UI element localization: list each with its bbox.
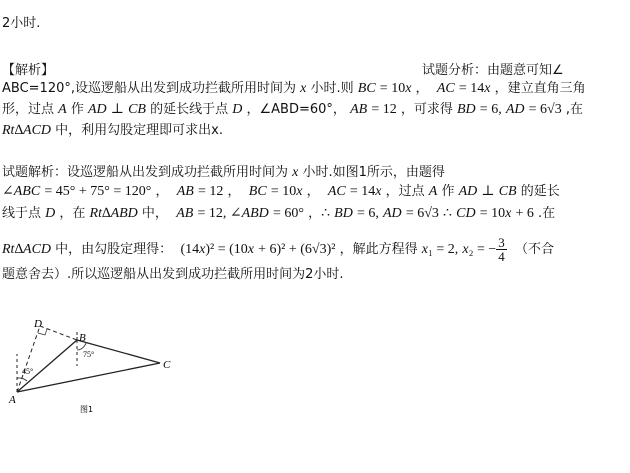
figure-caption: 图1 <box>80 405 94 414</box>
solution-line-5: 题意舍去）.所以巡逻船从出发到成功拦截所用时间为2小时. <box>2 267 344 282</box>
label-d: D <box>34 318 42 330</box>
solution-line-1: 试题解析：设巡逻船从出发到成功拦截所用时间为 x 小时.如图1所示，由题得 <box>2 165 445 180</box>
analysis-intro: 试题分析：由题意可知∠ <box>422 63 564 78</box>
answer-text: 2小时. <box>2 16 41 31</box>
segment-ab <box>17 340 77 392</box>
label-c: C <box>163 359 171 371</box>
angle-label-45: 45° <box>22 367 34 376</box>
angle-arc-a <box>17 378 27 381</box>
analysis-line-2: 形，过点 A 作 AD ⊥ CB 的延长线于点 D ，∠ABD=60°， AB = 12 ，可求得 BD = 6, AD = 6√3 ,在 <box>2 102 584 117</box>
analysis-line-1: ABC=120°,设巡逻船从出发到成功拦截所用时间为 x 小时.则 BC = 10x ， AC = 14x ，建立直角三角 <box>2 81 586 96</box>
solution-line-3: 线于点 D ，在 Rt∆ABD 中， AB = 12, ∠ABD = 60° ，∴ BD = 6, AD = 6√3 ∴ CD = 10x + 6 .在 <box>2 206 556 221</box>
segment-ac <box>17 363 160 392</box>
solution-line-4: Rt∆ACD 中，由勾股定理得： (14x)² = (10x + 6)² + (6√3)² ，解此方程得 x₁ = 2, x₂ = − $\frac{3}{4}$ （不合 <box>2 235 555 264</box>
label-b: B <box>79 332 86 344</box>
analysis-header: 【解析】 <box>2 63 55 78</box>
angle-label-75: 75° <box>83 350 95 359</box>
analysis-line-3: Rt∆ACD 中，利用勾股定理即可求出x. <box>2 123 223 138</box>
label-a: A <box>9 394 16 406</box>
solution-line-2: ∠ABC = 45° + 75° = 120° ， AB = 12 ， BC = 10x ， AC = 14x ，过点 A 作 AD ⊥ CB 的延长 <box>2 184 560 199</box>
fraction-neg-three-quarters: $\frac{3}{4}$ <box>498 235 505 264</box>
angle-arc-b <box>77 343 86 350</box>
